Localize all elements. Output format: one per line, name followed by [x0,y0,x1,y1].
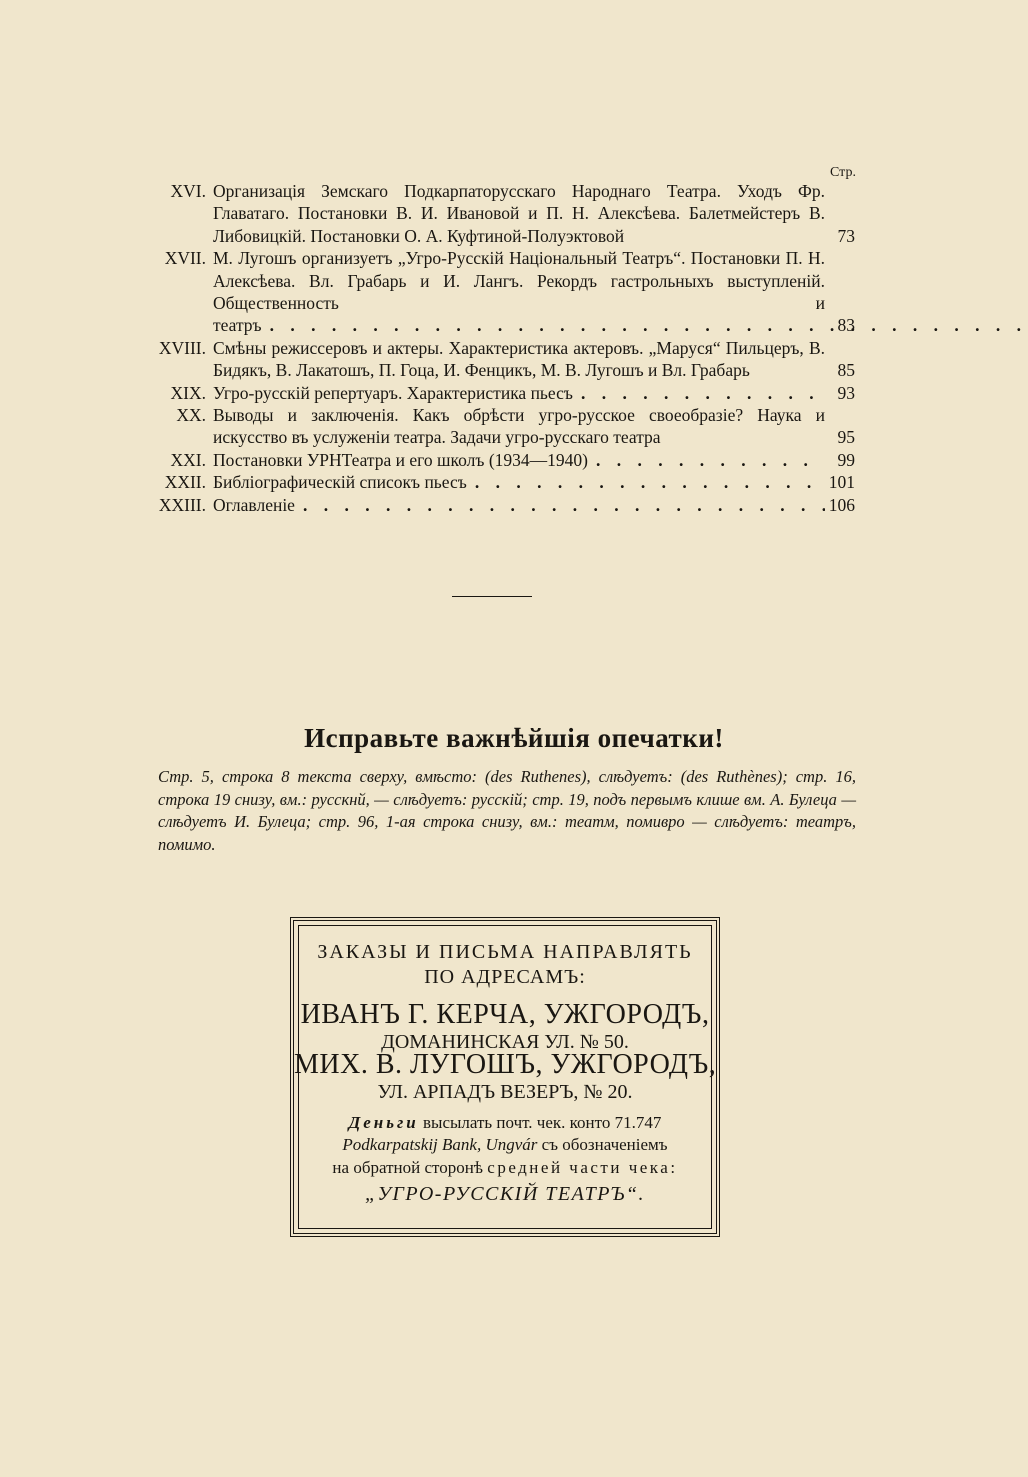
toc-entry-number: XXI. [170,449,206,470]
address-name-2: МИХ. В. ЛУГОШЪ, УЖГОРОДЪ, [294,1049,717,1080]
toc-page-column-header: Стр. [830,165,856,180]
section-divider [452,596,532,597]
toc-entry-page: 106 [828,494,855,515]
toc-entry-page: 93 [837,382,855,403]
payment-line-lead: Деньги [348,1113,419,1132]
bank-name: Podkarpatskij Bank, Ungvár [342,1135,538,1154]
toc-entry [155,247,865,337]
bank-line [294,1135,716,1155]
toc-entry-page: 73 [837,225,855,246]
toc-entry-number: XXII. [164,472,206,493]
address-street-2: УЛ. АРПАДЪ ВЕЗЕРЪ, № 20. [377,1081,633,1103]
check-note-line [294,1158,716,1178]
table-of-contents [155,180,865,516]
dot-leader [303,494,825,516]
toc-entry [155,471,865,493]
toc-entry [155,382,865,404]
check-note-b: средней части чека: [487,1158,678,1177]
toc-entry-page: 95 [837,427,855,448]
theatre-name-line: „УГРО-РУССКІЙ ТЕАТРЪ“. [364,1183,646,1205]
toc-entry-page: 85 [837,360,855,381]
dot-leader [475,471,825,493]
toc-entry-number: XIX. [170,382,206,403]
order-address-box [290,917,720,1237]
toc-entry-number: XVII. [164,248,206,269]
address-street-1: ДОМАНИНСКАЯ УЛ. № 50. [381,1031,629,1053]
bank-line-rest: съ обозначеніемъ [537,1135,668,1154]
toc-entry-title: М. Лугошъ организуетъ „Угро-Русскій Національный Театръ“. Постановки П. Н. Алексѣева. Вл. Грабарь и И. Лангъ. Рекордъ гастрольныхъ выступленій. Общественность и театръ [213,248,825,336]
toc-entry [155,449,865,471]
payment-line-rest: высылать почт. чек. конто 71.747 [418,1113,662,1132]
dot-leader [596,449,825,471]
toc-entry [155,404,865,449]
toc-entry-title: Смѣны режиссеровъ и актеры. Характеристика актеровъ. „Маруся“ Пильцеръ, В. Бидякъ, В. Лакатошъ, П. Гоца, И. Фенцикъ, М. В. Лугошъ и Вл. Грабарь [213,337,825,381]
address-name-1: ИВАНЪ Г. КЕРЧА, УЖГОРОДЪ, [300,999,710,1030]
order-box-line: ПО АДРЕСАМЪ: [424,966,586,988]
toc-entry-page: 99 [837,449,855,470]
order-box-line: ЗАКАЗЫ И ПИСЬМА НАПРАВЛЯТЬ [317,941,693,963]
dot-leader [270,315,1028,335]
check-note-a: на обратной сторонѣ [332,1158,488,1177]
toc-entry-number: XX. [176,405,206,426]
toc-entry [155,337,865,382]
payment-line [294,1113,716,1133]
toc-entry-title: Организація Земскаго Подкарпаторусскаго Народнаго Театра. Уходъ Фр. Главатаго. Постановки В. И. Ивановой и П. Н. Алексѣева. Балетмейстеръ В. Либовицкій. Постановки О. А. Куфтиной-Полуэктовой [213,181,825,246]
toc-entry-page: 101 [828,472,855,493]
toc-entry-title: Библіографическій списокъ пьесъ [213,472,467,493]
toc-entry-title: Выводы и заключенія. Какъ обрѣсти угро-русское своеобразіе? Наука и искусство въ услуженіи театра. Задачи угро-русскаго театра [213,405,825,448]
toc-entry-title: Угро-русскій репертуаръ. Характеристика пьесъ [213,382,573,403]
toc-entry-title: Оглавленіе [213,494,295,515]
toc-entry-number: XVI. [170,181,206,201]
toc-entry [155,180,865,247]
errata-body: Стр. 5, строка 8 текста сверху, вмѣсто: (des Ruthenes), слѣдуетъ: (des Ruthènes); стр. 16, строка 19 снизу, вм.: русскнй, — слѣдуетъ: русскій; стр. 19, подъ первымъ клише вм. А. Булеца — слѣдуетъ И. Булеца; стр. 96, 1-ая строка снизу, вм.: театм, помивро — слѣдуетъ: театръ, помимо. [158,767,856,854]
toc-entry-page: 83 [837,315,855,336]
toc-entry-number: XVIII. [158,337,206,358]
toc-entry-number: XXIII. [158,494,206,515]
toc-entry [155,494,865,516]
errata-heading: Исправьте важнѣйшія опечатки! [304,723,724,753]
toc-entry-title: Постановки УРНТеатра и его школъ (1934—1940) [213,449,588,470]
dot-leader [581,382,825,404]
